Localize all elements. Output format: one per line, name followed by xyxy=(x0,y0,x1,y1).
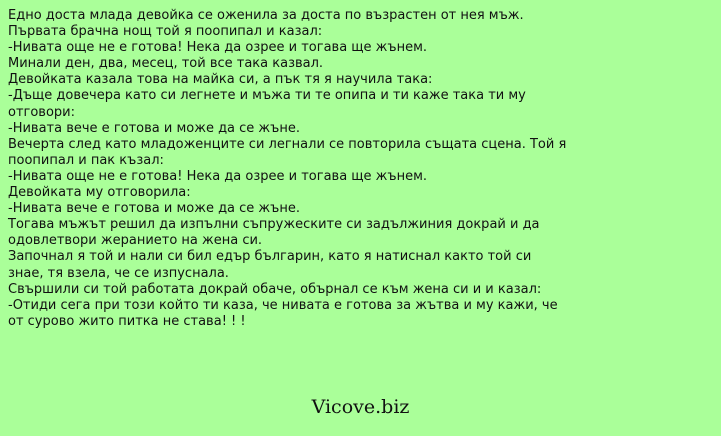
joke-text: Едно доста млада девойка се оженила за доста по възрастен от нея мъж. Първата брачна нощ той я поопипал и казал: -Нивата още не е готова! Нека да озрее и тогава ще жънем. Минали ден, два, месец, той все така казвал. Девойката казала това на майка си, а пък тя я научила така: -Дъще довечера като си легнете и мъжа ти те опипа и ти каже така ти му отговори: -Нивата вече е готова и може да се жъне. Вечерта след като младоженците си легнали се повторила същата сцена. Той я поопипал и пак къзал: -Нивата още не е готова! Нека да озрее и тогава ще жънем. Девойката му отговорила: -Нивата вече е готова и може да се жъне. Тогава мъжът решил да изпълни съпружеските си задължиния докрай и да одовлетвори жеранието на жена си. Започнал я той и нали си бил едър българин, като я натиснал както той си знае, тя взела, че се изпуснала. Свършили си той работата докрай обаче, обърнал се към жена си и и казал: -Отиди сега при този който ти каза, че нивата е готова за жътва и му кажи, че от сурово жито питка не става! ! ! xyxy=(8,8,567,329)
site-watermark: Vicove.biz xyxy=(311,396,410,418)
